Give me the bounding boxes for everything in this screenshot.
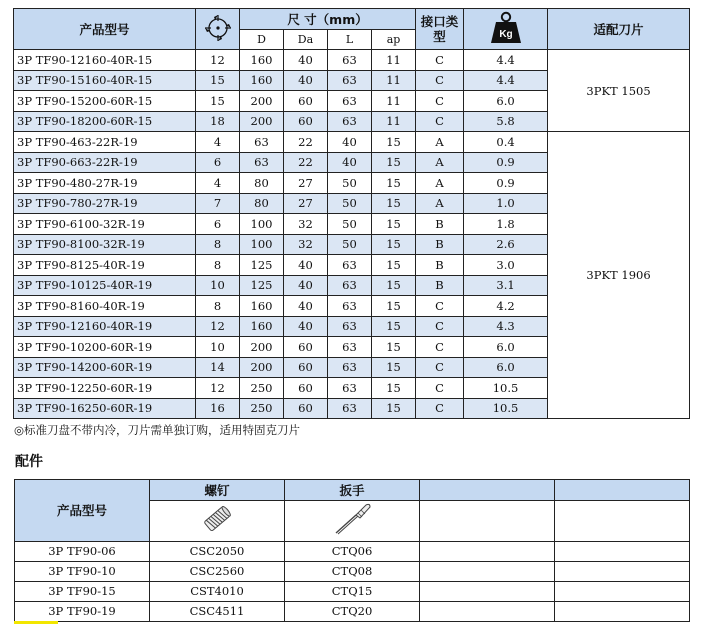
note-text: ◎标准刀盘不带内冷，刀片需单独订购，适用特固克刀片 <box>14 423 301 437</box>
cell-kg: 3.0 <box>464 255 548 276</box>
parts-body <box>15 541 690 621</box>
cell-type: C <box>416 91 464 112</box>
cell-ap: 15 <box>372 296 416 317</box>
parts-cell-empty <box>420 541 555 561</box>
cell-type: B <box>416 234 464 255</box>
cell-type: B <box>416 214 464 235</box>
parts-header-empty-2 <box>555 480 690 501</box>
cell-ap: 15 <box>372 357 416 378</box>
cell-z: 6 <box>196 152 240 173</box>
parts-cell-model: 3P TF90-06 <box>15 541 150 561</box>
cell-d: 160 <box>240 296 284 317</box>
cell-da: 27 <box>284 173 328 194</box>
parts-cell-empty <box>420 561 555 581</box>
cell-z: 16 <box>196 398 240 419</box>
parts-cell-model: 3P TF90-15 <box>15 581 150 601</box>
parts-cell-model: 3P TF90-19 <box>15 601 150 621</box>
teeth-icon-graphic <box>203 13 233 43</box>
cell-da: 40 <box>284 296 328 317</box>
parts-cell-wrench: CTQ06 <box>285 541 420 561</box>
cell-model: 3P TF90-10200-60R-19 <box>14 337 196 358</box>
cell-model: 3P TF90-663-22R-19 <box>14 152 196 173</box>
cell-type: A <box>416 152 464 173</box>
cell-da: 32 <box>284 234 328 255</box>
cell-model: 3P TF90-8100-32R-19 <box>14 234 196 255</box>
cell-da: 22 <box>284 152 328 173</box>
cell-z: 8 <box>196 296 240 317</box>
cell-kg: 0.9 <box>464 152 548 173</box>
cell-da: 40 <box>284 50 328 71</box>
cell-z: 10 <box>196 275 240 296</box>
screw-icon-graphic <box>197 502 237 536</box>
cell-ap: 11 <box>372 91 416 112</box>
cell-z: 10 <box>196 337 240 358</box>
weight-icon-graphic <box>488 11 524 45</box>
cell-l: 63 <box>328 296 372 317</box>
cell-l: 63 <box>328 91 372 112</box>
parts-cell-empty <box>555 561 690 581</box>
cell-l: 50 <box>328 214 372 235</box>
wrench-icon-graphic <box>330 501 374 537</box>
cell-ap: 15 <box>372 275 416 296</box>
parts-icon-empty-2 <box>555 500 690 541</box>
cutter-spec-table <box>13 8 690 419</box>
cell-model: 3P TF90-16250-60R-19 <box>14 398 196 419</box>
cell-model: 3P TF90-8125-40R-19 <box>14 255 196 276</box>
cell-type: A <box>416 193 464 214</box>
cell-z: 6 <box>196 214 240 235</box>
cell-z: 12 <box>196 378 240 399</box>
cell-model: 3P TF90-480-27R-19 <box>14 173 196 194</box>
cell-da: 60 <box>284 398 328 419</box>
cell-kg: 10.5 <box>464 378 548 399</box>
cell-l: 63 <box>328 378 372 399</box>
cell-kg: 1.8 <box>464 214 548 235</box>
cell-da: 60 <box>284 357 328 378</box>
parts-cell-empty <box>555 581 690 601</box>
cell-kg: 2.6 <box>464 234 548 255</box>
cell-type: C <box>416 70 464 91</box>
cell-z: 12 <box>196 316 240 337</box>
cell-da: 22 <box>284 132 328 153</box>
cell-model: 3P TF90-15160-40R-15 <box>14 70 196 91</box>
cell-type: A <box>416 132 464 153</box>
parts-row <box>15 561 690 581</box>
parts-cell-screw: CSC2050 <box>150 541 285 561</box>
cell-kg: 0.9 <box>464 173 548 194</box>
parts-cell-empty <box>555 541 690 561</box>
wrench-icon <box>285 500 420 541</box>
cell-l: 63 <box>328 398 372 419</box>
cell-z: 8 <box>196 255 240 276</box>
cell-z: 15 <box>196 91 240 112</box>
cell-kg: 0.4 <box>464 132 548 153</box>
cell-model: 3P TF90-12160-40R-15 <box>14 50 196 71</box>
cell-kg: 3.1 <box>464 275 548 296</box>
cell-d: 100 <box>240 234 284 255</box>
cell-type: C <box>416 357 464 378</box>
parts-cell-screw: CSC4511 <box>150 601 285 621</box>
cell-da: 32 <box>284 214 328 235</box>
cell-da: 40 <box>284 70 328 91</box>
cell-l: 50 <box>328 173 372 194</box>
header-model: 产品型号 <box>14 9 196 50</box>
cell-ap: 15 <box>372 337 416 358</box>
cell-model: 3P TF90-10125-40R-19 <box>14 275 196 296</box>
cell-d: 160 <box>240 50 284 71</box>
parts-cell-model: 3P TF90-10 <box>15 561 150 581</box>
cell-d: 63 <box>240 152 284 173</box>
cell-l: 63 <box>328 50 372 71</box>
cell-model: 3P TF90-15200-60R-15 <box>14 91 196 112</box>
cell-type: C <box>416 398 464 419</box>
header-dim-l: L <box>328 29 372 50</box>
cell-model: 3P TF90-6100-32R-19 <box>14 214 196 235</box>
cell-kg: 6.0 <box>464 357 548 378</box>
cell-z: 14 <box>196 357 240 378</box>
cell-d: 80 <box>240 193 284 214</box>
cell-d: 125 <box>240 275 284 296</box>
cell-d: 80 <box>240 173 284 194</box>
cell-d: 160 <box>240 316 284 337</box>
weight-icon-label: Kg <box>498 28 513 40</box>
cell-model: 3P TF90-463-22R-19 <box>14 132 196 153</box>
cell-da: 60 <box>284 111 328 132</box>
parts-cell-wrench: CTQ20 <box>285 601 420 621</box>
cell-l: 40 <box>328 132 372 153</box>
cell-z: 8 <box>196 234 240 255</box>
cell-l: 63 <box>328 357 372 378</box>
parts-header-empty-1 <box>420 480 555 501</box>
cell-kg: 4.4 <box>464 70 548 91</box>
parts-header-model: 产品型号 <box>15 480 150 542</box>
cell-blade: 3PKT 1505 <box>548 50 690 132</box>
cell-l: 63 <box>328 275 372 296</box>
cell-z: 18 <box>196 111 240 132</box>
header-blade: 适配刀片 <box>548 9 690 50</box>
cell-ap: 15 <box>372 173 416 194</box>
cell-kg: 1.0 <box>464 193 548 214</box>
parts-cell-wrench: CTQ08 <box>285 561 420 581</box>
cell-d: 250 <box>240 378 284 399</box>
cell-ap: 15 <box>372 316 416 337</box>
cutter-spec-body <box>14 50 690 419</box>
cell-z: 12 <box>196 50 240 71</box>
table-row <box>14 132 690 153</box>
cell-d: 63 <box>240 132 284 153</box>
cell-l: 63 <box>328 255 372 276</box>
cell-da: 40 <box>284 275 328 296</box>
cell-blade: 3PKT 1906 <box>548 132 690 419</box>
cell-da: 60 <box>284 91 328 112</box>
cell-z: 4 <box>196 173 240 194</box>
cell-z: 4 <box>196 132 240 153</box>
cell-type: C <box>416 316 464 337</box>
cell-da: 40 <box>284 316 328 337</box>
cell-ap: 11 <box>372 111 416 132</box>
parts-cell-wrench: CTQ15 <box>285 581 420 601</box>
cell-d: 100 <box>240 214 284 235</box>
cell-type: A <box>416 173 464 194</box>
cell-z: 7 <box>196 193 240 214</box>
cell-type: B <box>416 255 464 276</box>
cell-kg: 4.3 <box>464 316 548 337</box>
parts-section-title: 配件 <box>15 454 43 470</box>
cell-d: 125 <box>240 255 284 276</box>
bottom-accent-mark <box>14 621 58 624</box>
cell-l: 40 <box>328 152 372 173</box>
cell-ap: 15 <box>372 132 416 153</box>
cell-kg: 4.2 <box>464 296 548 317</box>
parts-header-screw: 螺钉 <box>150 480 285 501</box>
header-dim-da: Da <box>284 29 328 50</box>
cell-type: C <box>416 378 464 399</box>
cell-type: C <box>416 337 464 358</box>
cell-model: 3P TF90-14200-60R-19 <box>14 357 196 378</box>
cell-ap: 15 <box>372 193 416 214</box>
cell-da: 60 <box>284 337 328 358</box>
cell-kg: 6.0 <box>464 91 548 112</box>
cell-ap: 15 <box>372 378 416 399</box>
cell-l: 50 <box>328 234 372 255</box>
cell-model: 3P TF90-18200-60R-15 <box>14 111 196 132</box>
cell-ap: 11 <box>372 50 416 71</box>
cell-z: 15 <box>196 70 240 91</box>
cell-model: 3P TF90-8160-40R-19 <box>14 296 196 317</box>
header-dim-d: D <box>240 29 284 50</box>
cell-ap: 15 <box>372 255 416 276</box>
cell-da: 27 <box>284 193 328 214</box>
cell-ap: 15 <box>372 214 416 235</box>
cell-l: 63 <box>328 111 372 132</box>
cell-type: C <box>416 50 464 71</box>
header-dim-ap: ap <box>372 29 416 50</box>
cell-kg: 6.0 <box>464 337 548 358</box>
parts-cell-screw: CSC2560 <box>150 561 285 581</box>
cell-d: 200 <box>240 111 284 132</box>
cell-type: B <box>416 275 464 296</box>
cell-ap: 11 <box>372 70 416 91</box>
cell-da: 60 <box>284 378 328 399</box>
cell-d: 200 <box>240 91 284 112</box>
parts-icon-empty-1 <box>420 500 555 541</box>
cell-d: 200 <box>240 357 284 378</box>
cell-l: 63 <box>328 70 372 91</box>
weight-icon <box>464 9 548 50</box>
teeth-icon <box>196 9 240 50</box>
cell-d: 250 <box>240 398 284 419</box>
parts-row <box>15 581 690 601</box>
screw-icon <box>150 500 285 541</box>
cell-d: 200 <box>240 337 284 358</box>
cell-model: 3P TF90-780-27R-19 <box>14 193 196 214</box>
cell-type: C <box>416 111 464 132</box>
cell-da: 40 <box>284 255 328 276</box>
parts-cell-screw: CST4010 <box>150 581 285 601</box>
parts-header-wrench: 扳手 <box>285 480 420 501</box>
parts-table <box>14 479 690 622</box>
parts-cell-empty <box>420 581 555 601</box>
table-row <box>14 50 690 71</box>
cell-ap: 15 <box>372 152 416 173</box>
cell-d: 160 <box>240 70 284 91</box>
parts-cell-empty <box>420 601 555 621</box>
cell-kg: 4.4 <box>464 50 548 71</box>
header-dimensions: 尺 寸（mm） <box>240 9 416 30</box>
cell-l: 63 <box>328 316 372 337</box>
cell-ap: 15 <box>372 234 416 255</box>
cell-kg: 10.5 <box>464 398 548 419</box>
header-interface-type: 接口类型 <box>416 9 464 50</box>
parts-row <box>15 601 690 621</box>
cell-l: 63 <box>328 337 372 358</box>
cell-model: 3P TF90-12160-40R-19 <box>14 316 196 337</box>
cell-ap: 15 <box>372 398 416 419</box>
cell-kg: 5.8 <box>464 111 548 132</box>
cell-l: 50 <box>328 193 372 214</box>
parts-cell-empty <box>555 601 690 621</box>
cell-type: C <box>416 296 464 317</box>
parts-row <box>15 541 690 561</box>
cell-model: 3P TF90-12250-60R-19 <box>14 378 196 399</box>
